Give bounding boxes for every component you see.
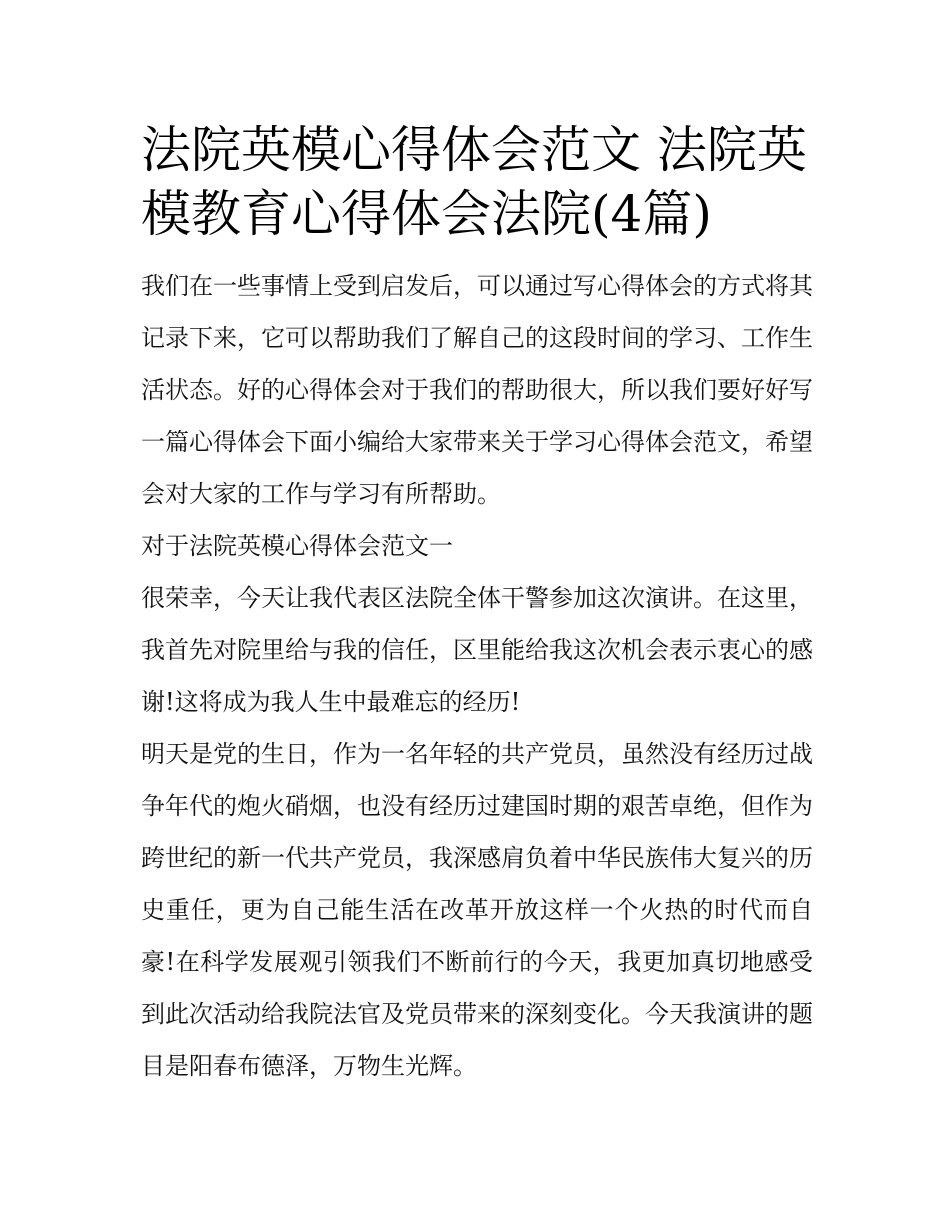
intro-paragraph: 我们在一些事情上受到启发后，可以通过写心得体会的方式将其记录下来，它可以帮助我们了解自己的这段时间的学习、工作生活状态。好的心得体会对于我们的帮助很大，所以我们要好好写一篇心得体会下面小编给大家带来关于学习心得体会范文，希望会对大家的工作与学习有所帮助。	[141, 272, 813, 508]
document-page	[141, 118, 813, 1092]
body-paragraph: 很荣幸，今天让我代表区法院全体干警参加这次演讲。在这里，我首先对院里给与我的信任，区里能给我这次机会表示衷心的感谢!这将成为我人生中最难忘的经历!	[141, 584, 813, 716]
document-body	[141, 260, 813, 1092]
section-heading: 对于法院英模心得体会范文一	[141, 532, 453, 560]
document-title: 法院英模心得体会范文 法院英模教育心得体会法院(4篇)	[141, 121, 807, 243]
body-paragraph: 明天是党的生日，作为一名年轻的共产党员，虽然没有经历过战争年代的炮火硝烟，也没有经历过建国时期的艰苦卓绝，但作为跨世纪的新一代共产党员，我深感肩负着中华民族伟大复兴的历史重任，更为自己能生活在改革开放这样一个火热的时代而自豪!在科学发展观引领我们不断前行的今天，我更加真切地感受到此次活动给我院法官及党员带来的深刻变化。今天我演讲的题目是阳春布德泽，万物生光辉。	[141, 740, 813, 1080]
